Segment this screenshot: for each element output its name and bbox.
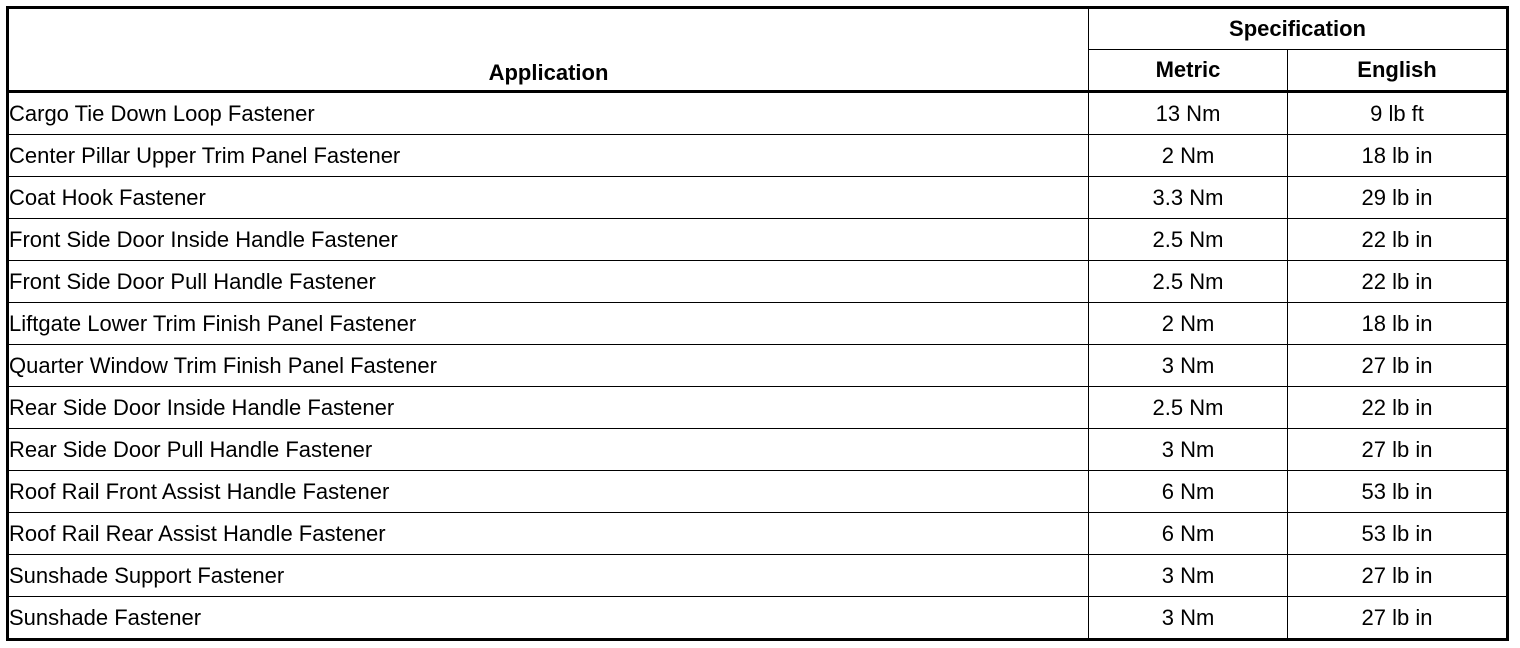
application-cell: Roof Rail Rear Assist Handle Fastener: [8, 513, 1089, 555]
table-row: [8, 177, 1508, 219]
metric-value-cell: 2.5 Nm: [1089, 261, 1288, 303]
table-row: [8, 219, 1508, 261]
metric-value-cell: 3.3 Nm: [1089, 177, 1288, 219]
table-row: [8, 471, 1508, 513]
english-value-cell: 22 lb in: [1288, 219, 1508, 261]
application-cell: Sunshade Support Fastener: [8, 555, 1089, 597]
english-value-cell: 27 lb in: [1288, 345, 1508, 387]
application-cell: Cargo Tie Down Loop Fastener: [8, 92, 1089, 135]
english-value-cell: 27 lb in: [1288, 555, 1508, 597]
table-row: [8, 92, 1508, 135]
application-cell: Front Side Door Inside Handle Fastener: [8, 219, 1089, 261]
metric-value-cell: 3 Nm: [1089, 597, 1288, 640]
metric-value-cell: 3 Nm: [1089, 345, 1288, 387]
column-header-metric: Metric: [1089, 50, 1288, 92]
table-row: [8, 303, 1508, 345]
application-cell: Front Side Door Pull Handle Fastener: [8, 261, 1089, 303]
english-value-cell: 18 lb in: [1288, 303, 1508, 345]
application-cell: Liftgate Lower Trim Finish Panel Fastener: [8, 303, 1089, 345]
metric-value-cell: 2 Nm: [1089, 303, 1288, 345]
table-row: [8, 429, 1508, 471]
application-cell: Rear Side Door Inside Handle Fastener: [8, 387, 1089, 429]
metric-value-cell: 3 Nm: [1089, 429, 1288, 471]
metric-value-cell: 2.5 Nm: [1089, 387, 1288, 429]
metric-value-cell: 2 Nm: [1089, 135, 1288, 177]
metric-value-cell: 6 Nm: [1089, 513, 1288, 555]
english-value-cell: 27 lb in: [1288, 429, 1508, 471]
table-row: [8, 387, 1508, 429]
metric-value-cell: 6 Nm: [1089, 471, 1288, 513]
english-value-cell: 53 lb in: [1288, 513, 1508, 555]
table-row: [8, 261, 1508, 303]
fastener-torque-spec-table: [6, 6, 1509, 641]
table-row: [8, 513, 1508, 555]
table-header: [8, 8, 1508, 92]
english-value-cell: 18 lb in: [1288, 135, 1508, 177]
english-value-cell: 9 lb ft: [1288, 92, 1508, 135]
metric-value-cell: 13 Nm: [1089, 92, 1288, 135]
column-group-header-specification: Specification: [1089, 8, 1508, 50]
application-cell: Quarter Window Trim Finish Panel Fastener: [8, 345, 1089, 387]
application-cell: Rear Side Door Pull Handle Fastener: [8, 429, 1089, 471]
english-value-cell: 22 lb in: [1288, 387, 1508, 429]
english-value-cell: 22 lb in: [1288, 261, 1508, 303]
table-row: [8, 135, 1508, 177]
column-header-application: Application: [8, 8, 1089, 92]
english-value-cell: 29 lb in: [1288, 177, 1508, 219]
application-cell: Sunshade Fastener: [8, 597, 1089, 640]
table-row: [8, 555, 1508, 597]
table-body: [8, 92, 1508, 640]
application-cell: Coat Hook Fastener: [8, 177, 1089, 219]
header-row-top: [8, 8, 1508, 50]
table-row: [8, 345, 1508, 387]
column-header-english: English: [1288, 50, 1508, 92]
application-cell: Center Pillar Upper Trim Panel Fastener: [8, 135, 1089, 177]
english-value-cell: 53 lb in: [1288, 471, 1508, 513]
application-cell: Roof Rail Front Assist Handle Fastener: [8, 471, 1089, 513]
english-value-cell: 27 lb in: [1288, 597, 1508, 640]
metric-value-cell: 2.5 Nm: [1089, 219, 1288, 261]
table-row: [8, 597, 1508, 640]
metric-value-cell: 3 Nm: [1089, 555, 1288, 597]
